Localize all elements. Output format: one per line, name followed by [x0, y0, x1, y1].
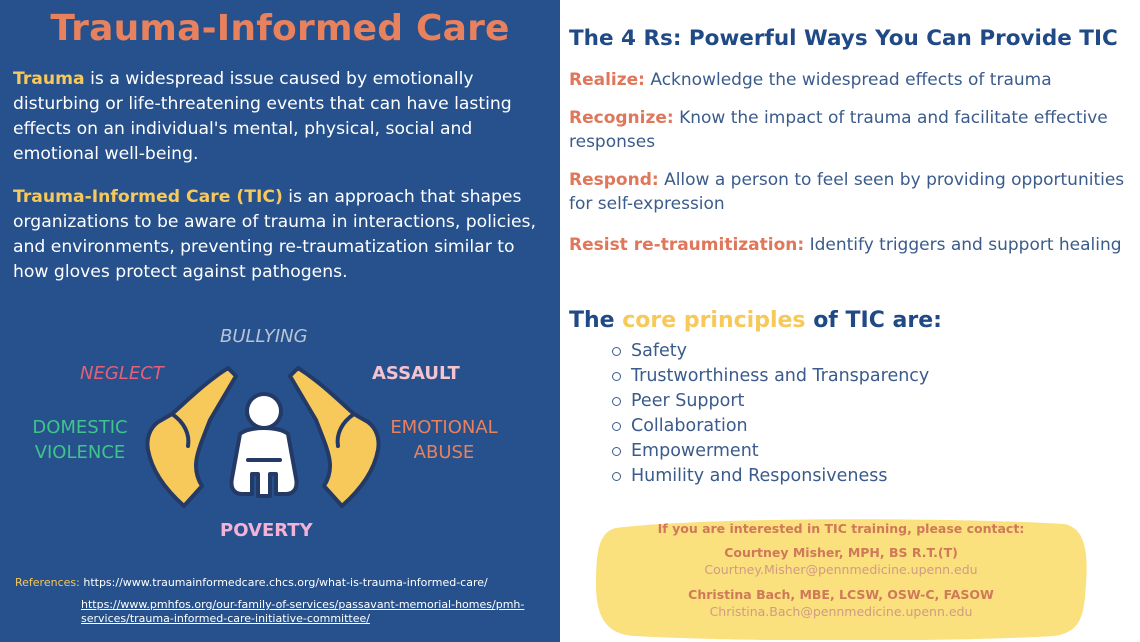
trauma-illustration — [0, 310, 560, 550]
four-rs-title: The 4 Rs: Powerful Ways You Can Provide TIC — [569, 26, 1118, 51]
tic-definition — [13, 185, 553, 285]
hands-person-graphic — [0, 310, 560, 550]
core-title-b: of TIC are: — [805, 308, 942, 333]
r-term: Realize: — [569, 70, 645, 90]
r-respond — [569, 168, 1129, 216]
r-text: Know the impact of trauma and facilitate effective responses — [569, 108, 1108, 152]
trauma-text: is a widespread issue caused by emotionally disturbing or life-threatening events that can have lasting effects on an individual's mental, physical, social and emotional well-being. — [13, 69, 512, 164]
right-hand-icon — [290, 368, 379, 506]
list-item — [612, 339, 929, 364]
page-title: Trauma-Informed Care — [50, 8, 510, 49]
list-item — [612, 464, 929, 489]
bullet-icon — [612, 472, 621, 481]
bullet-icon — [612, 397, 621, 406]
list-item-label: Safety — [631, 341, 687, 361]
list-item-label: Trustworthiness and Transparency — [631, 366, 930, 386]
word-abuse: ABUSE — [413, 442, 475, 463]
word-bullying: BULLYING — [220, 326, 308, 347]
list-item-label: Collaboration — [631, 416, 748, 436]
r-term: Resist re-traumitization: — [569, 235, 805, 255]
references-label: References: — [15, 576, 80, 589]
list-item-label: Peer Support — [631, 391, 745, 411]
word-emotional: EMOTIONAL — [390, 417, 498, 438]
r-recognize — [569, 106, 1129, 154]
core-title-highlight: core principles — [622, 308, 806, 333]
r-realize — [569, 68, 1129, 92]
r-text: Allow a person to feel seen by providing opportunities for self-expression — [569, 170, 1125, 214]
core-title-a: The — [569, 308, 623, 333]
bullet-icon — [612, 447, 621, 456]
trauma-term: Trauma — [13, 69, 85, 89]
tic-text: is an approach that shapes organizations to be aware of trauma in interactions, policies, and environments, preventing re-traumatization similar to how gloves protect against pathogens. — [13, 187, 536, 282]
list-item-label: Empowerment — [631, 441, 759, 461]
contact-heading: If you are interested in TIC training, please contact: — [657, 521, 1025, 536]
list-item — [612, 389, 929, 414]
word-violence: VIOLENCE — [34, 442, 126, 463]
tic-term: Trauma-Informed Care (TIC) — [13, 187, 283, 207]
bullet-icon — [612, 422, 621, 431]
contact-person-2: Christina Bach, MBE, LCSW, OSW-C, FASOW — [688, 587, 994, 602]
contact-box — [594, 514, 1088, 640]
word-domestic: DOMESTIC — [32, 417, 128, 438]
trauma-definition — [13, 67, 553, 167]
list-item-label: Humility and Responsiveness — [631, 466, 888, 486]
r-term: Respond: — [569, 170, 659, 190]
core-principles-list — [612, 339, 929, 489]
left-hand-icon — [147, 368, 236, 506]
right-panel — [560, 0, 1140, 642]
core-principles-title — [569, 308, 942, 333]
list-item — [612, 439, 929, 464]
word-neglect: NEGLECT — [80, 363, 164, 384]
list-item — [612, 414, 929, 439]
bullet-icon — [612, 347, 621, 356]
references — [15, 576, 555, 625]
contact-email-1[interactable]: Courtney.Misher@pennmedicine.upenn.edu — [704, 562, 978, 577]
left-panel — [0, 0, 560, 642]
bullet-icon — [612, 372, 621, 381]
list-item — [612, 364, 929, 389]
r-text: Identify triggers and support healing — [804, 235, 1122, 255]
r-text: Acknowledge the widespread effects of trauma — [644, 70, 1052, 90]
seated-person-icon — [231, 394, 296, 496]
word-assault: ASSAULT — [372, 363, 460, 384]
reference-link-2[interactable]: https://www.pmhfos.org/our-family-of-services/passavant-memorial-homes/pmh-services/trauma-informed-care-initiative-committee/ — [81, 598, 525, 625]
contact-email-2[interactable]: Christina.Bach@pennmedicine.upenn.edu — [709, 604, 973, 619]
r-term: Recognize: — [569, 108, 674, 128]
contact-person-1: Courtney Misher, MPH, BS R.T.(T) — [724, 545, 958, 560]
reference-link-1[interactable]: https://www.traumainformedcare.chcs.org/what-is-trauma-informed-care/ — [83, 576, 488, 589]
r-resist — [569, 233, 1129, 257]
word-poverty: POVERTY — [220, 520, 313, 541]
